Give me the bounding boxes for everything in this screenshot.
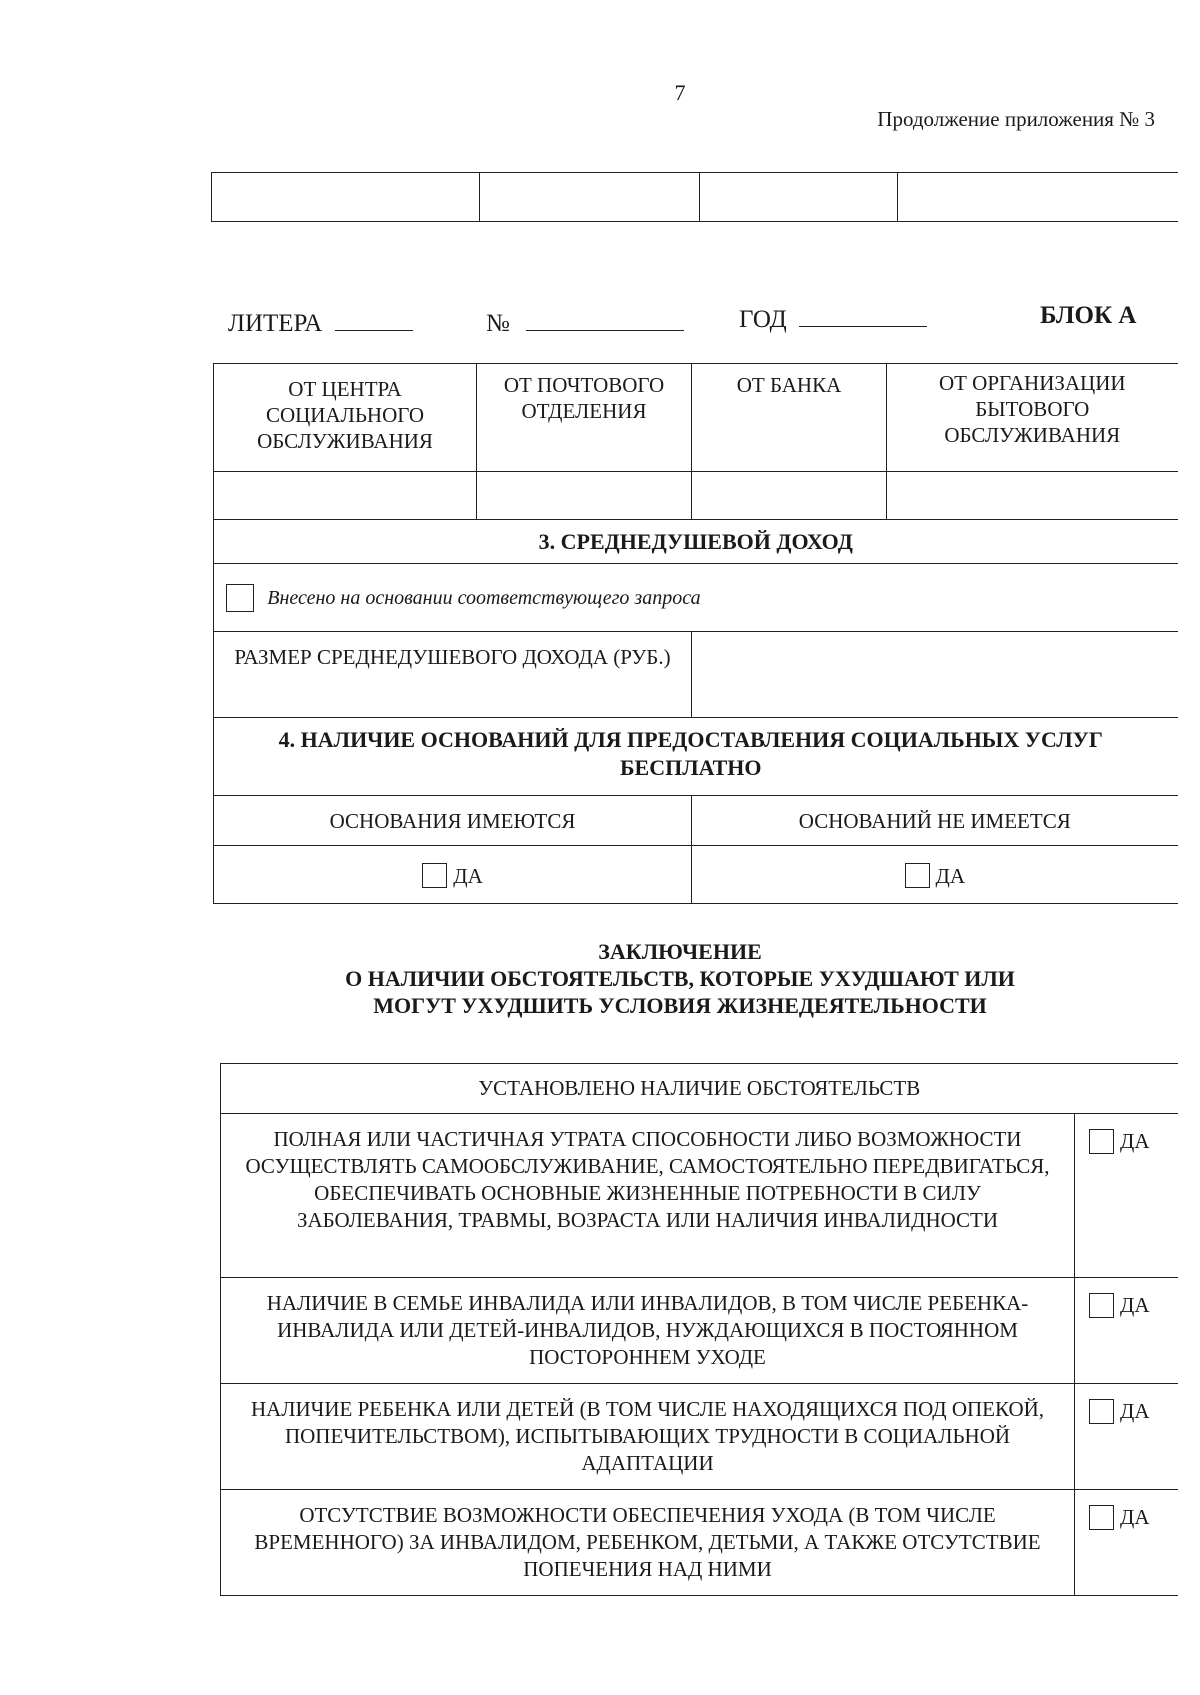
header-social-center: ОТ ЦЕНТРА СОЦИАЛЬНОГО ОБСЛУЖИВАНИЯ [214, 364, 477, 472]
circumstance-yes: ДА [1120, 1398, 1150, 1423]
grounds-exist-checkbox[interactable] [422, 863, 447, 888]
number-field[interactable] [526, 308, 684, 331]
circumstance-option [1075, 1490, 1178, 1596]
income-size-label: РАЗМЕР СРЕДНЕДУШЕВОГО ДОХОДА (РУБ.) [214, 632, 692, 718]
request-note-row [214, 564, 1178, 632]
circumstance-option [1075, 1278, 1178, 1384]
header-post-office: ОТ ПОЧТОВОГО ОТДЕЛЕНИЯ [477, 364, 692, 472]
income-size-value[interactable] [692, 632, 1178, 718]
request-note-text: Внесено на основании соответствующего запроса [267, 587, 701, 610]
section3-title: 3. СРЕДНЕДУШЕВОЙ ДОХОД [214, 520, 1178, 564]
circumstance-checkbox[interactable] [1089, 1505, 1114, 1530]
circumstance-option [1075, 1384, 1178, 1490]
top-continuation-table [211, 172, 1178, 222]
income-table [213, 363, 1178, 904]
circumstance-checkbox[interactable] [1089, 1129, 1114, 1154]
circumstance-checkbox[interactable] [1089, 1399, 1114, 1424]
circumstance-option [1075, 1114, 1178, 1278]
circumstance-yes: ДА [1120, 1292, 1150, 1317]
section4-title: 4. НАЛИЧИЕ ОСНОВАНИЙ ДЛЯ ПРЕДОСТАВЛЕНИЯ СОЦИАЛЬНЫХ УСЛУГ БЕСПЛАТНО [214, 718, 1178, 796]
value-social-center[interactable] [214, 472, 477, 520]
circumstances-table [220, 1063, 1178, 1596]
circumstance-yes: ДА [1120, 1504, 1150, 1529]
conclusion-line-3: МОГУТ УХУДШИТЬ УСЛОВИЯ ЖИЗНЕДЕЯТЕЛЬНОСТИ [373, 993, 987, 1018]
empty-cell[interactable] [898, 173, 1178, 222]
conclusion-line-2: О НАЛИЧИИ ОБСТОЯТЕЛЬСТВ, КОТОРЫЕ УХУДШАЮТ ИЛИ [345, 966, 1015, 991]
header-household-org: ОТ ОРГАНИЗАЦИИ БЫТОВОГО ОБСЛУЖИВАНИЯ [887, 364, 1178, 472]
grounds-exist-yes: ДА [453, 863, 483, 888]
circumstance-yes: ДА [1120, 1128, 1150, 1153]
conclusion-title: ЗАКЛЮЧЕНИЕ [598, 939, 762, 964]
year-field[interactable] [799, 304, 927, 327]
grounds-exist-label: ОСНОВАНИЯ ИМЕЮТСЯ [214, 796, 692, 846]
header-bank: ОТ БАНКА [692, 364, 887, 472]
block-label: БЛОК А [1040, 302, 1137, 329]
litera-label: ЛИТЕРА [228, 310, 323, 337]
grounds-exist-option [214, 846, 692, 904]
empty-cell[interactable] [480, 173, 700, 222]
circumstance-text: НАЛИЧИЕ РЕБЕНКА ИЛИ ДЕТЕЙ (В ТОМ ЧИСЛЕ НАХОДЯЩИХСЯ ПОД ОПЕКОЙ, ПОПЕЧИТЕЛЬСТВОМ), ИСПЫТЫВАЮЩИХ ТРУДНОСТИ В СОЦИАЛЬНОЙ АДАПТАЦИИ [221, 1384, 1075, 1490]
circumstance-text: НАЛИЧИЕ В СЕМЬЕ ИНВАЛИДА ИЛИ ИНВАЛИДОВ, В ТОМ ЧИСЛЕ РЕБЕНКА-ИНВАЛИДА ИЛИ ДЕТЕЙ-ИНВАЛИДОВ, НУЖДАЮЩИХСЯ В ПОСТОЯННОМ ПОСТОРОННЕМ УХОДЕ [221, 1278, 1075, 1384]
empty-cell[interactable] [700, 173, 898, 222]
circumstance-text: ОТСУТСТВИЕ ВОЗМОЖНОСТИ ОБЕСПЕЧЕНИЯ УХОДА (В ТОМ ЧИСЛЕ ВРЕМЕННОГО) ЗА ИНВАЛИДОМ, РЕБЕНКОМ, ДЕТЬМИ, А ТАКЖЕ ОТСУТСТВИЕ ПОПЕЧЕНИЯ НАД НИМИ [221, 1490, 1075, 1596]
no-grounds-yes: ДА [935, 863, 965, 888]
number-label: № [486, 310, 510, 337]
litera-field[interactable] [335, 308, 413, 331]
appendix-continuation: Продолжение приложения № 3 [877, 107, 1155, 131]
no-grounds-checkbox[interactable] [905, 863, 930, 888]
empty-cell[interactable] [212, 173, 480, 222]
no-grounds-option [692, 846, 1178, 904]
no-grounds-label: ОСНОВАНИЙ НЕ ИМЕЕТСЯ [692, 796, 1178, 846]
value-bank[interactable] [692, 472, 887, 520]
value-post-office[interactable] [477, 472, 692, 520]
circumstances-header: УСТАНОВЛЕНО НАЛИЧИЕ ОБСТОЯТЕЛЬСТВ [221, 1064, 1178, 1114]
conclusion-heading [220, 938, 1140, 1019]
circumstance-checkbox[interactable] [1089, 1293, 1114, 1318]
value-household-org[interactable] [887, 472, 1178, 520]
year-label: ГОД [739, 306, 787, 333]
request-note-checkbox[interactable] [226, 584, 254, 612]
circumstance-text: ПОЛНАЯ ИЛИ ЧАСТИЧНАЯ УТРАТА СПОСОБНОСТИ ЛИБО ВОЗМОЖНОСТИ ОСУЩЕСТВЛЯТЬ САМООБСЛУЖИВАНИЕ, САМОСТОЯТЕЛЬНО ПЕРЕДВИГАТЬСЯ, ОБЕСПЕЧИВАТЬ ОСНОВНЫЕ ЖИЗНЕННЫЕ ПОТРЕБНОСТИ В СИЛУ ЗАБОЛЕВАНИЯ, ТРАВМЫ, ВОЗРАСТА ИЛИ НАЛИЧИЯ ИНВАЛИДНОСТИ [221, 1114, 1075, 1278]
page-number: 7 [674, 80, 686, 105]
